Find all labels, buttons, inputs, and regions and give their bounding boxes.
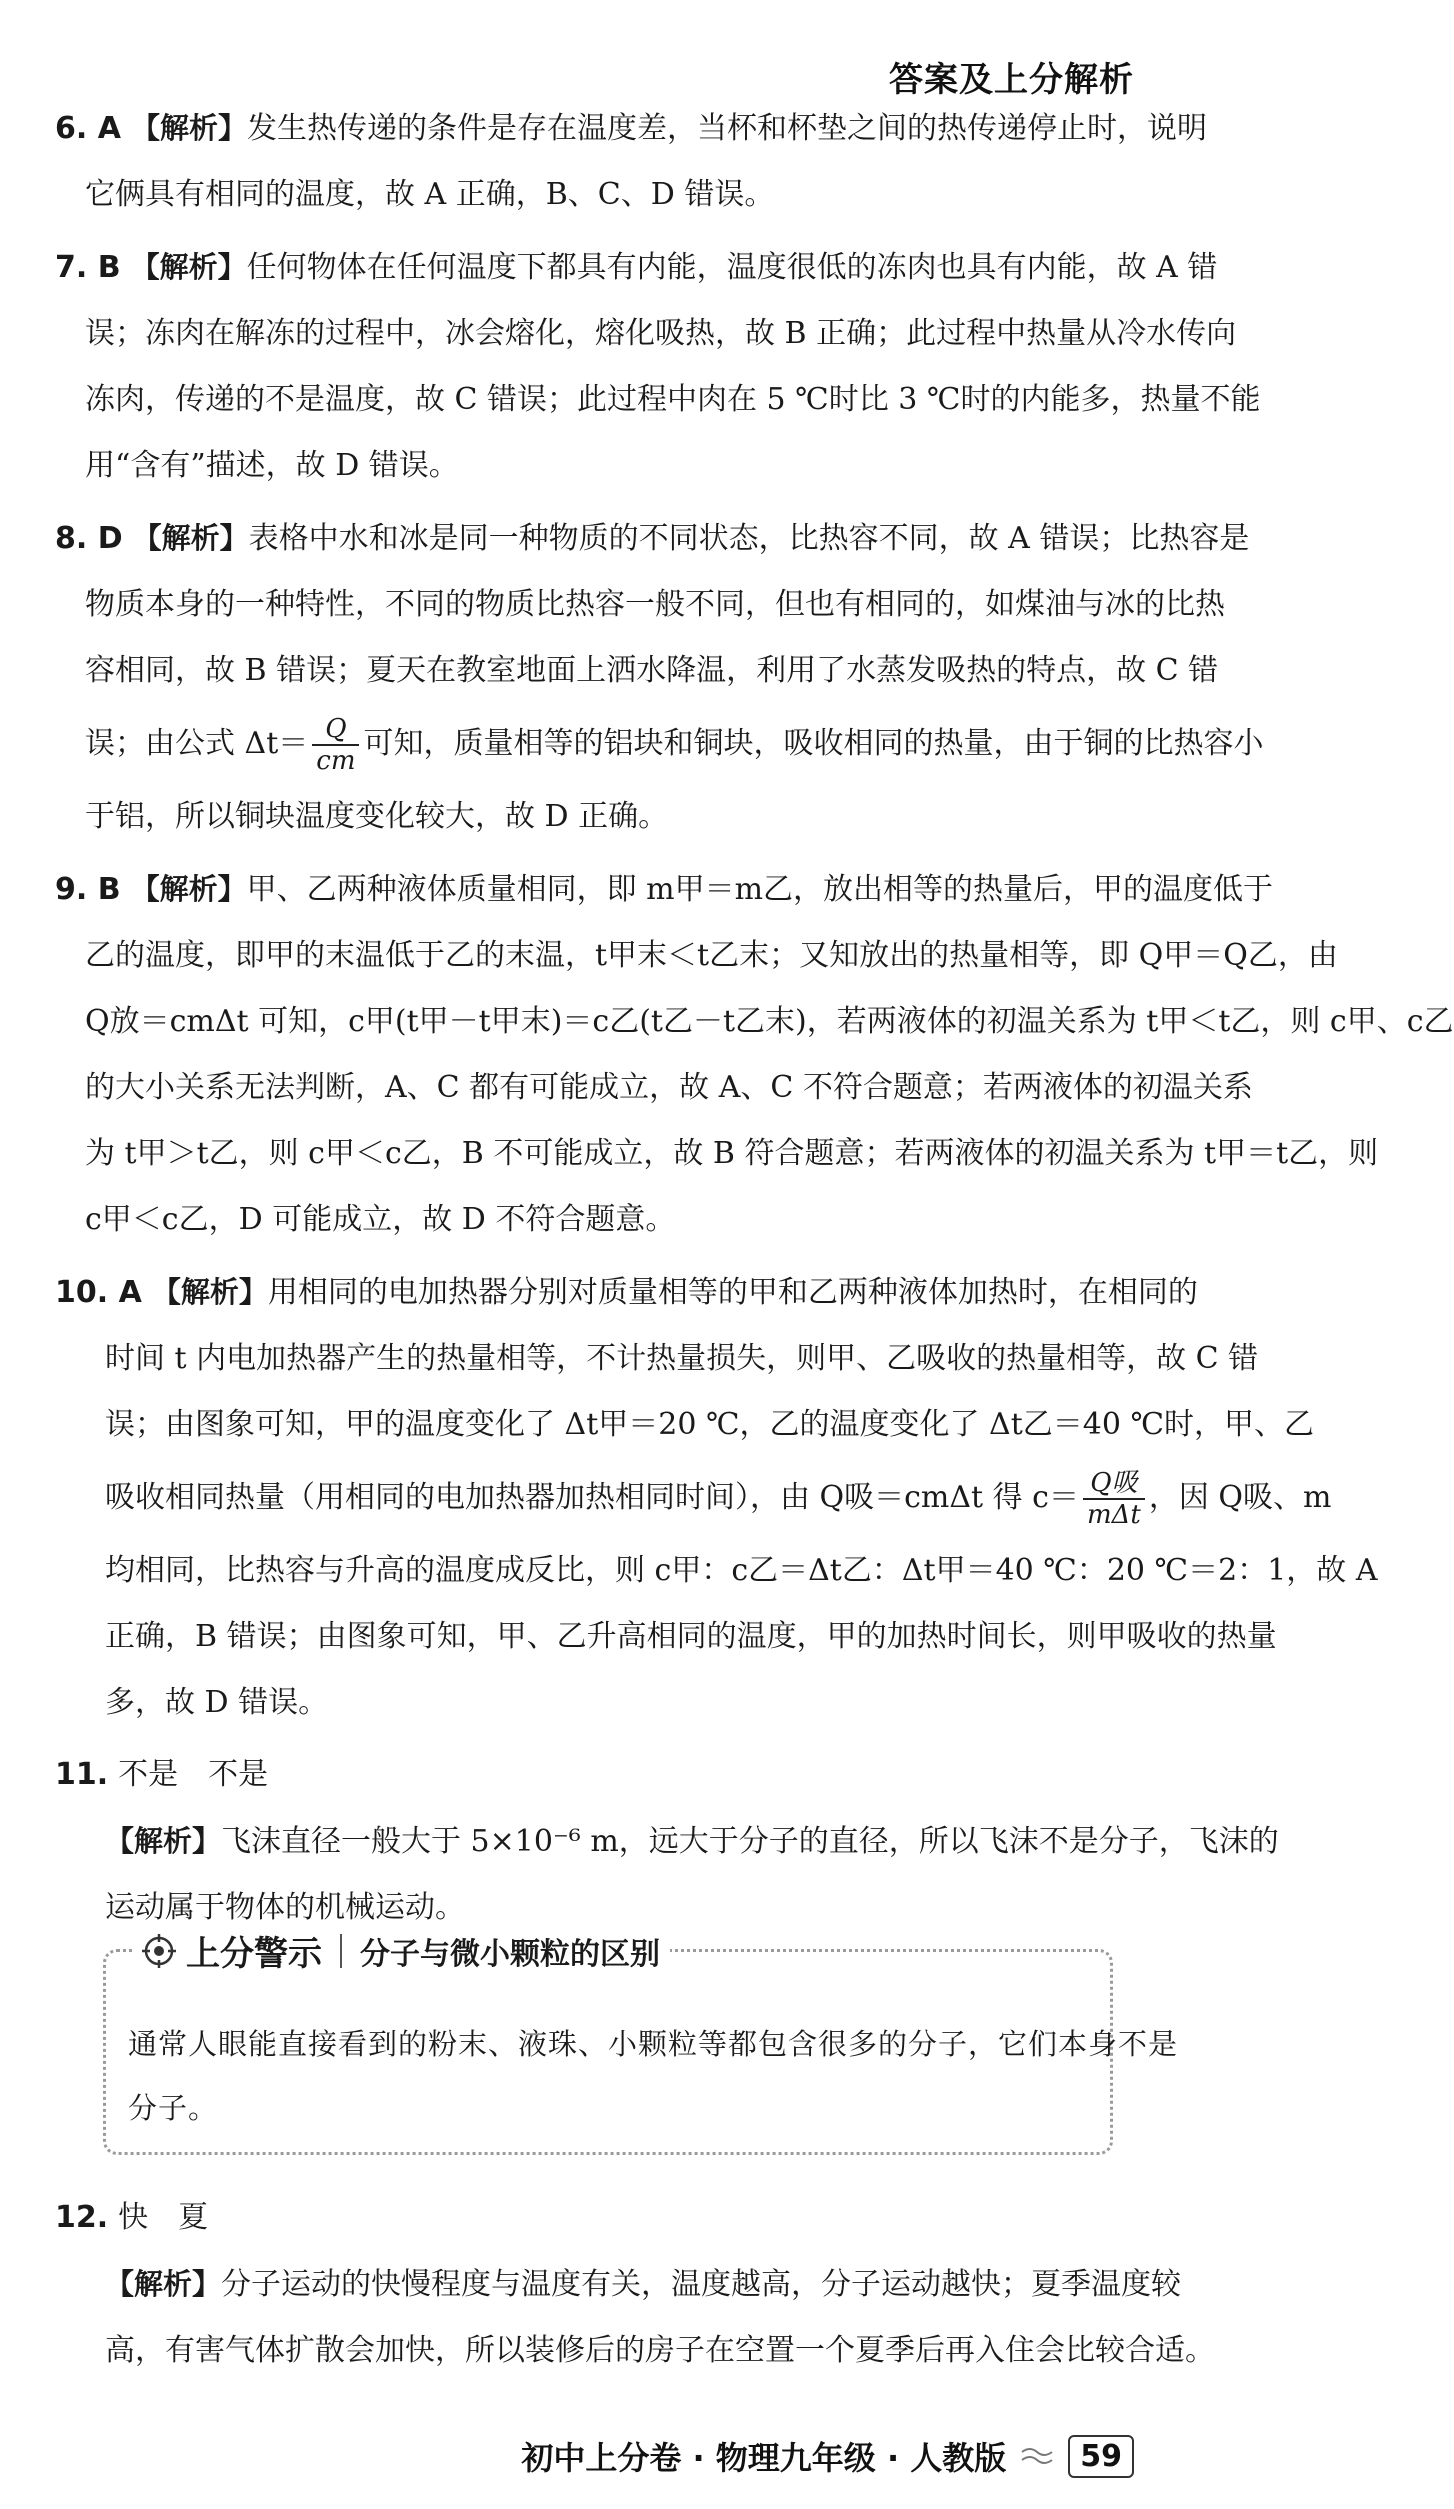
warning-text-line: 分子。 — [128, 2091, 219, 2125]
text-line: Q放＝cmΔt 可知，c甲(t甲－t甲末)＝c乙(t乙－t乙末)，若两液体的初温关系为 t甲＜t乙，则 c甲、c乙 — [85, 1004, 1454, 1039]
divider — [340, 1934, 342, 1968]
fraction: $\frac{\text{Q吸}}{\text{mΔt}}$ — [1083, 1468, 1145, 1530]
text-line: 表格中水和冰是同一种物质的不同状态，比热容不同，故 A 错误；比热容是 — [248, 521, 1250, 556]
text-line: 它俩具有相同的温度，故 A 正确，B、C、D 错误。 — [85, 177, 775, 212]
page-footer — [521, 2433, 1134, 2479]
question-number: 11. — [55, 1757, 109, 1792]
formula-line: 吸收相同热量（用相同的电加热器加热相同时间），由 Q吸＝cmΔt 得 c＝ $\frac{\text{Q吸}}{\text{mΔt}}$ ，因 Q吸、m — [105, 1468, 1332, 1530]
analysis-tag: 【解析】 — [132, 521, 249, 555]
text-line: 冻肉，传递的不是温度，故 C 错误；此过程中肉在 5 ℃时比 3 ℃时的内能多，热量不能 — [85, 382, 1261, 417]
text-line: 误；冻肉在解冻的过程中，冰会熔化，熔化吸热，故 B 正确；此过程中热量从冷水传向 — [85, 316, 1237, 351]
fraction: $\frac{Q}{cm}$ — [312, 714, 359, 776]
warning-header — [132, 1926, 670, 1975]
warning-text-line: 通常人眼能直接看到的粉末、液珠、小颗粒等都包含很多的分子，它们本身不是 — [128, 2027, 1179, 2061]
analysis-tag: 【解析】 — [130, 111, 247, 145]
text-line: 正确，B 错误；由图象可知，甲、乙升高相同的温度，甲的加热时间长，则甲吸收的热量 — [105, 1619, 1277, 1654]
text-line: 多，故 D 错误。 — [105, 1685, 329, 1720]
text-line: 高，有害气体扩散会加快，所以装修后的房子在空置一个夏季后再入住会比较合适。 — [105, 2333, 1215, 2368]
text-line: 误；由图象可知，甲的温度变化了 Δt甲＝20 ℃，乙的温度变化了 Δt乙＝40 ℃时，甲、乙 — [105, 1407, 1315, 1442]
warning-box — [103, 1934, 1179, 2155]
warning-title: 上分警示 — [186, 1934, 322, 1974]
text-line: 分子运动的快慢程度与温度有关，温度越高，分子运动越快；夏季温度较 — [221, 2267, 1182, 2302]
book-title: 初中上分卷 · 物理九年级 · 人教版 — [521, 2439, 1007, 2477]
text-line: 飞沫直径一般大于 5×10⁻⁶ m，远大于分子的直径，所以飞沫不是分子，飞沫的 — [221, 1824, 1279, 1859]
text-line: 任何物体在任何温度下都具有内能，温度很低的冻肉也具有内能，故 A 错 — [246, 250, 1218, 285]
text-line: 均相同，比热容与升高的温度成反比，则 c甲：c乙＝Δt乙：Δt甲＝40 ℃：20 ℃＝2：1，故 A — [105, 1553, 1378, 1588]
question-number: 7. B — [55, 250, 121, 285]
warning-topic: 分子与微小颗粒的区别 — [360, 1936, 660, 1972]
text-line: 发生热传递的条件是存在温度差，当杯和杯垫之间的热传递停止时，说明 — [246, 111, 1207, 146]
question-8 — [55, 505, 1264, 850]
text-line: 用“含有”描述，故 D 错误。 — [85, 448, 459, 483]
question-number: 12. — [55, 2200, 109, 2235]
question-11 — [55, 1742, 1279, 1941]
analysis-tag: 【解析】 — [130, 250, 247, 284]
question-9 — [55, 856, 1454, 1253]
question-number: 10. A — [55, 1275, 142, 1310]
question-6 — [55, 95, 1207, 228]
analysis-tag: 【解析】 — [105, 1824, 222, 1858]
analysis-tag: 【解析】 — [151, 1275, 268, 1309]
text-line: 用相同的电加热器分别对质量相等的甲和乙两种液体加热时，在相同的 — [267, 1275, 1198, 1310]
question-12 — [55, 2185, 1215, 2384]
text-line: 时间 t 内电加热器产生的热量相等，不计热量损失，则甲、乙吸收的热量相等，故 C 错 — [105, 1341, 1259, 1376]
analysis-tag: 【解析】 — [105, 2267, 222, 2301]
question-number: 9. B — [55, 872, 121, 907]
analysis-tag: 【解析】 — [130, 872, 247, 906]
text-line: 物质本身的一种特性，不同的物质比热容一般不同，但也有相同的，如煤油与冰的比热 — [85, 587, 1225, 622]
formula-line: 误；由公式 Δt＝ $\frac{Q}{cm}$ 可知，质量相等的铝块和铜块，吸收相同的热量，由于铜的比热容小 — [85, 714, 1264, 776]
text-line: 运动属于物体的机械运动。 — [105, 1890, 465, 1925]
question-7 — [55, 234, 1261, 499]
question-10 — [55, 1259, 1378, 1736]
answer-text: 不是 不是 — [118, 1757, 269, 1792]
text-line: 容相同，故 B 错误；夏天在教室地面上洒水降温，利用了水蒸发吸热的特点，故 C 错 — [85, 653, 1219, 688]
text-line: 的大小关系无法判断，A、C 都有可能成立，故 A、C 不符合题意；若两液体的初温关系 — [85, 1070, 1253, 1105]
section-header: 答案及上分解析 — [889, 60, 1134, 100]
text-line: 于铝，所以铜块温度变化较大，故 D 正确。 — [85, 799, 669, 834]
question-number: 8. D — [55, 521, 123, 556]
page-number: 59 — [1068, 2435, 1134, 2478]
text-line: 为 t甲＞t乙，则 c甲＜c乙，B 不可能成立，故 B 符合题意；若两液体的初温关系为 t甲＝t乙，则 — [85, 1136, 1379, 1171]
answer-text: 快 夏 — [118, 2200, 209, 2235]
text-line: 甲、乙两种液体质量相同，即 m甲＝m乙，放出相等的热量后，甲的温度低于 — [246, 872, 1274, 907]
answer-content — [55, 95, 1454, 2390]
text-line: 乙的温度，即甲的末温低于乙的末温，t甲末＜t乙末；又知放出的热量相等，即 Q甲＝Q乙，由 — [85, 938, 1338, 973]
question-number: 6. A — [55, 111, 121, 146]
wave-icon — [1020, 2446, 1054, 2466]
target-icon — [142, 1934, 176, 1968]
text-line: c甲＜c乙，D 可能成立，故 D 不符合题意。 — [85, 1202, 676, 1237]
